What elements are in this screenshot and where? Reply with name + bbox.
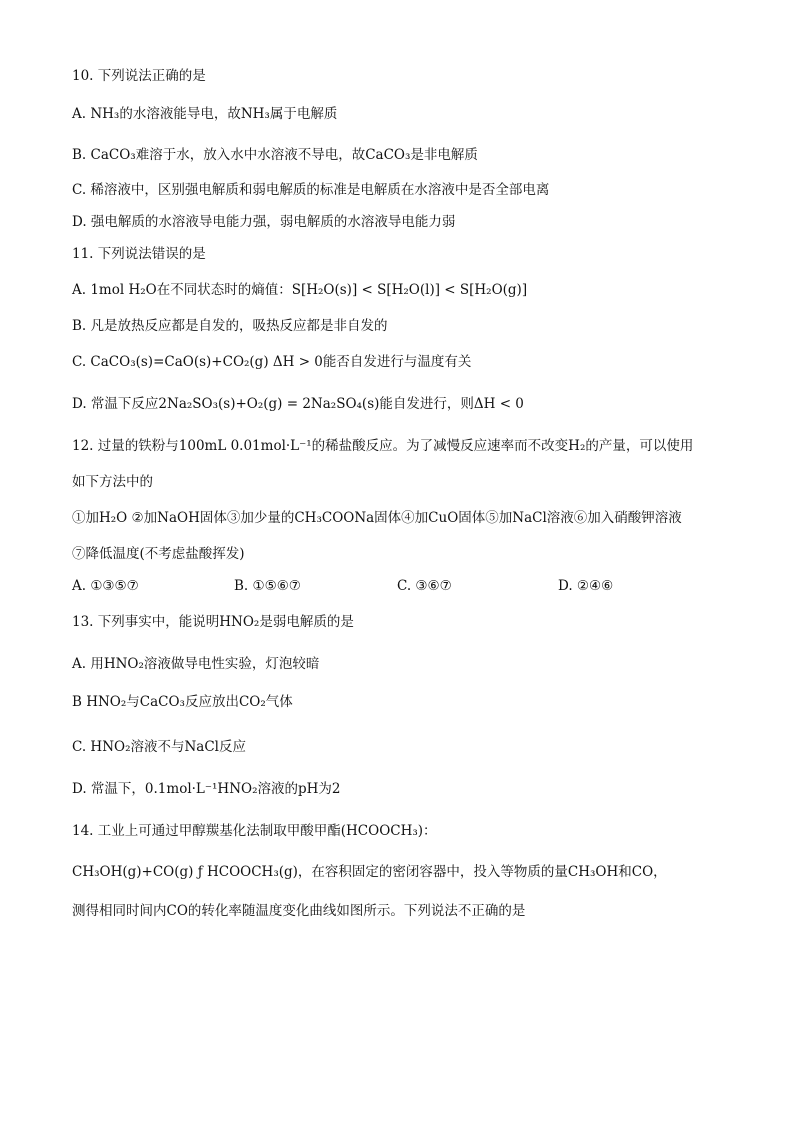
q10-option-a: A. NH₃的水溶液能导电，故NH₃属于电解质	[72, 106, 338, 122]
q14-line2: CH₃OH(g)+CO(g) ƒ HCOOCH₃(g)，在容积固定的密闭容器中，投入等物质的量CH₃OH和CO，	[72, 864, 667, 880]
q12-methods-line1: ①加H₂O ②加NaOH固体③加少量的CH₃COONa固体④加CuO固体⑤加NaCl溶液⑥加入硝酸钾溶液	[72, 510, 682, 526]
q11-option-c: C. CaCO₃(s)=CaO(s)+CO₂(g) ΔH > 0能否自发进行与温度有关	[72, 354, 472, 370]
q13-option-b: B HNO₂与CaCO₃反应放出CO₂气体	[72, 694, 293, 710]
q10-option-c: C. 稀溶液中，区别强电解质和弱电解质的标准是电解质在水溶液中是否全部电离	[72, 182, 550, 198]
q13-option-c: C. HNO₂溶液不与NaCl反应	[72, 739, 247, 755]
q12-option-b: B. ①⑤⑥⑦	[234, 578, 301, 594]
q10-option-b: B. CaCO₃难溶于水，放入水中水溶液不导电，故CaCO₃是非电解质	[72, 147, 478, 163]
q12-option-c: C. ③⑥⑦	[397, 578, 452, 594]
q12-options	[72, 576, 752, 596]
q12-stem-line2: 如下方法中的	[72, 474, 153, 490]
q13-stem: 13. 下列事实中，能说明HNO₂是弱电解质的是	[72, 614, 354, 630]
q10-option-d: D. 强电解质的水溶液导电能力强，弱电解质的水溶液导电能力弱	[72, 214, 456, 230]
q12-methods-line2: ⑦降低温度(不考虑盐酸挥发)	[72, 546, 245, 562]
q13-option-a: A. 用HNO₂溶液做导电性实验，灯泡较暗	[72, 656, 320, 672]
q12-option-d: D. ②④⑥	[558, 578, 614, 594]
q14-stem: 14. 工业上可通过甲醇羰基化法制取甲酸甲酯(HCOOCH₃)：	[72, 823, 437, 839]
q11-option-b: B. 凡是放热反应都是自发的，吸热反应都是非自发的	[72, 318, 388, 334]
q11-option-d: D. 常温下反应2Na₂SO₃(s)+O₂(g) = 2Na₂SO₄(s)能自发进行，则ΔH < 0	[72, 396, 524, 412]
q10-stem: 10. 下列说法正确的是	[72, 68, 206, 84]
q13-option-d: D. 常温下，0.1mol·L⁻¹HNO₂溶液的pH为2	[72, 781, 341, 797]
q14-line3: 测得相同时间内CO的转化率随温度变化曲线如图所示。下列说法不正确的是	[72, 903, 526, 919]
q11-stem: 11. 下列说法错误的是	[72, 246, 206, 262]
q12-option-a: A. ①③⑤⑦	[72, 578, 139, 594]
q11-option-a: A. 1mol H₂O在不同状态时的熵值：S[H₂O(s)] < S[H₂O(l)] < S[H₂O(g)]	[72, 282, 528, 298]
q12-stem-line1: 12. 过量的铁粉与100mL 0.01mol·L⁻¹的稀盐酸反应。为了减慢反应速率而不改变H₂的产量，可以使用	[72, 438, 694, 454]
